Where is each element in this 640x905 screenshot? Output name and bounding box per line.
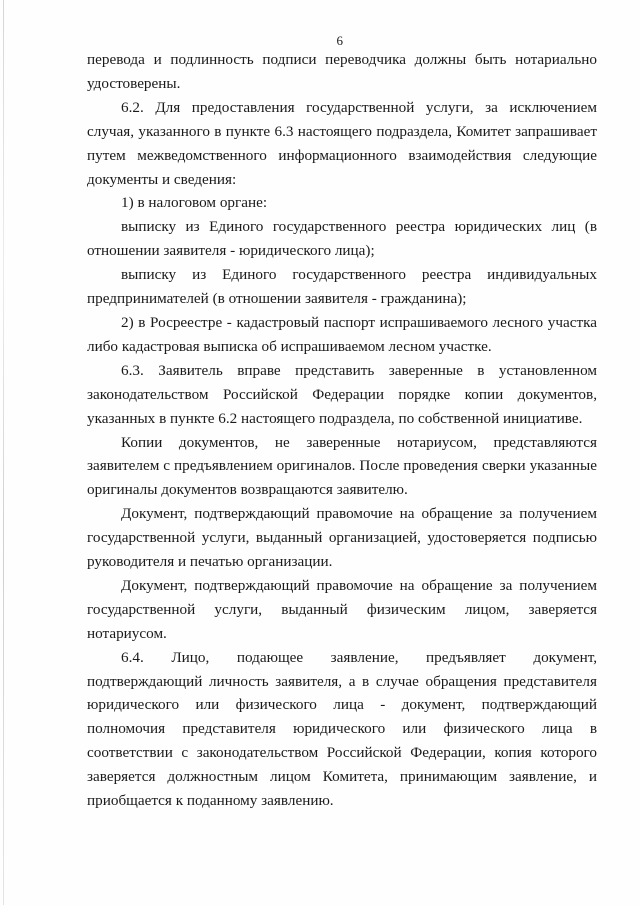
paragraph: Копии документов, не заверенные нотариусом, представляются заявителем с предъявлением оригиналов. После проведения сверки указанные оригиналы документов возвращаются заявителю. bbox=[87, 433, 597, 499]
document-body bbox=[87, 48, 597, 813]
paragraph: Документ, подтверждающий правомочие на обращение за получением государственной услуги, выданный физическим лицом, заверяется нотариусом. bbox=[87, 576, 597, 642]
paragraph: 6.2. Для предоставления государственной услуги, за исключением случая, указанного в пункте 6.3 настоящего подраздела, Комитет запрашивает путем межведомственного информационного взаимодействия следующие документы и сведения: bbox=[87, 98, 597, 188]
paragraph: выписку из Единого государственного реестра индивидуальных предпринимателей (в отношении заявителя - гражданина); bbox=[87, 266, 597, 308]
paragraph: 2) в Росреестре - кадастровый паспорт испрашиваемого лесного участка либо кадастровая выписка об испрашиваемом лесном участке. bbox=[87, 313, 597, 355]
paragraph: перевода и подлинность подписи переводчика должны быть нотариально удостоверены. bbox=[87, 51, 597, 92]
paragraph: 6.4. Лицо, подающее заявление, предъявляет документ, подтверждающий личность заявителя, а в случае обращения представителя юридического или физического лица - документ, подтверждающий полномочия представителя юридического или физического лица в соответствии с законодательством Российской Федерации, копия которого заверяется должностным лицом Комитета, принимающим заявление, и приобщается к поданному заявлению. bbox=[87, 648, 597, 810]
paragraph: 1) в налоговом органе: bbox=[121, 194, 268, 212]
scan-edge bbox=[3, 0, 4, 905]
paragraph: 6.3. Заявитель вправе представить заверенные в установленном законодательством Российской Федерации порядке копии документов, указанных в пункте 6.2 настоящего подраздела, по собственной инициативе. bbox=[87, 361, 597, 427]
paragraph: Документ, подтверждающий правомочие на обращение за получением государственной услуги, выданный организацией, удостоверяется подписью руководителя и печатью организации. bbox=[87, 505, 597, 571]
paragraph: выписку из Единого государственного реестра юридических лиц (в отношении заявителя - юридического лица); bbox=[87, 218, 597, 260]
page-number: 6 bbox=[336, 33, 344, 48]
